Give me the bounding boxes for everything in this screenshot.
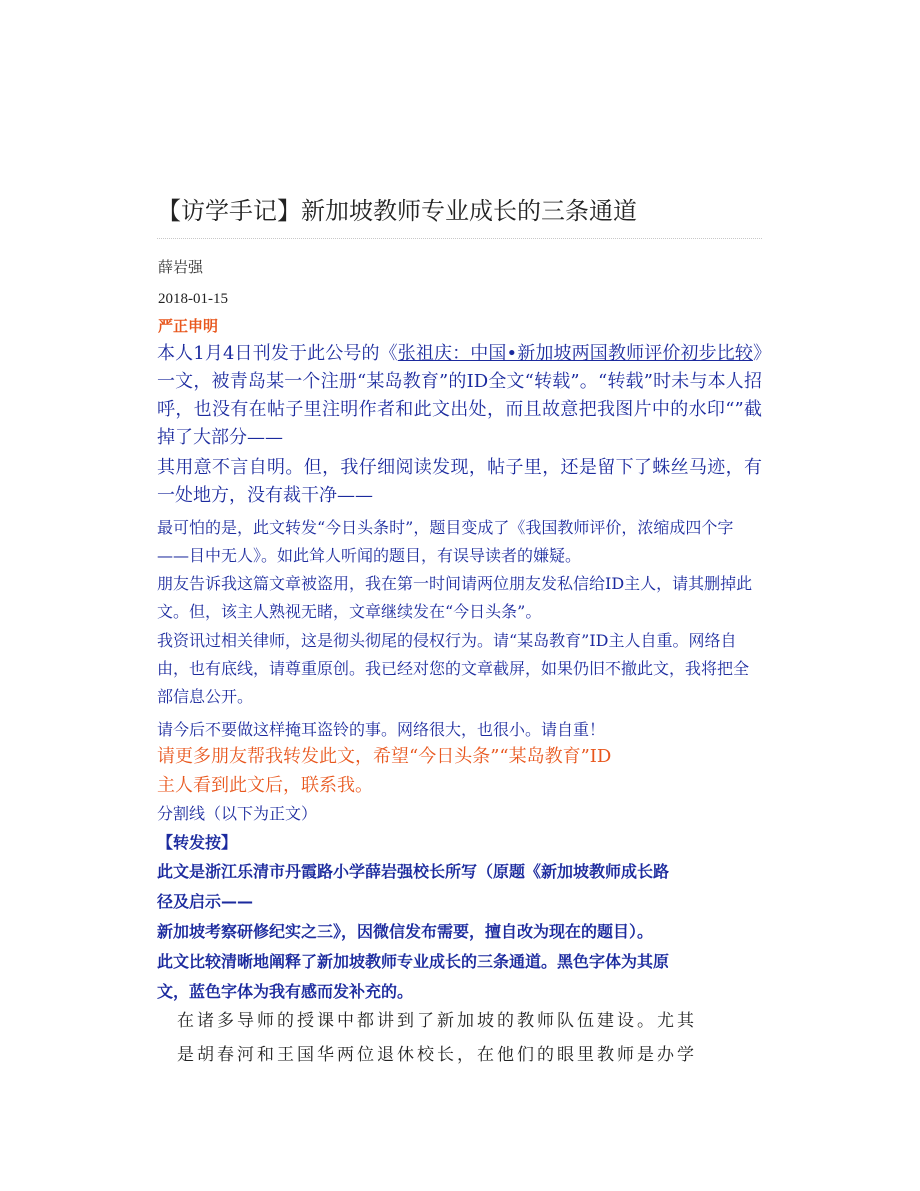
body-line-2: 是胡春河和王国华两位退休校长，在他们的眼里教师是办学 bbox=[177, 1045, 697, 1065]
article-date: 2018-01-15 bbox=[158, 291, 228, 307]
notice-paragraph-5: 我资讯过相关律师，这是彻头彻尾的侵权行为。请“某岛教育”ID主人自重。网络自由，也有底线，请尊重原创。我已经对您的文章截屏，如果仍旧不撤此文，我将把全部信息公开。 bbox=[157, 631, 750, 706]
referenced-article-link[interactable]: 张祖庆：中国•新加坡两国教师评价初步比较 bbox=[397, 343, 753, 364]
notice-p7-line-1: 请更多朋友帮我转发此文，希望“今日头条”“某岛教育”ID bbox=[157, 746, 612, 767]
notice-paragraph-2: 其用意不言自明。但，我仔细阅读发现，帖子里，还是留下了蛛丝马迹，有一处地方，没有裁干净—— bbox=[157, 457, 762, 506]
notice-paragraph-7 bbox=[157, 742, 762, 800]
section-divider-text: 分割线（以下为正文） bbox=[157, 804, 318, 823]
notice-p7-line-2: 主人看到此文后，联系我。 bbox=[157, 775, 373, 796]
notice-paragraph-6: 请今后不要做这样掩耳盗铃的事。网络很大，也很小。请自重！ bbox=[157, 720, 606, 739]
forward-note-line-3: 新加坡考察研修纪实之三》，因微信发布需要，擅自改为现在的题目）。 bbox=[157, 922, 654, 941]
forward-note bbox=[157, 857, 762, 1007]
notice-heading: 严正申明 bbox=[158, 317, 219, 335]
forward-note-line-2: 径及启示—— bbox=[157, 892, 254, 911]
notice-paragraph-1 bbox=[157, 340, 762, 452]
title-divider bbox=[157, 238, 762, 239]
forward-note-line-1: 此文是浙江乐清市丹霞路小学薛岩强校长所写（原题《新加坡教师成长路 bbox=[157, 862, 670, 881]
notice-p1-suffix: 》一文，被青岛某一个注册“某岛教育”的ID全文“转载”。“转载”时未与本人招呼，也没有在帖子里注明作者和此文出处，而且故意把我图片中的水印“”截掉了大部分—— bbox=[157, 343, 762, 448]
article-title: 【访学手记】新加坡教师专业成长的三条通道 bbox=[157, 197, 637, 225]
article-author: 薛岩强 bbox=[158, 258, 204, 276]
forward-note-line-4: 此文比较清晰地阐释了新加坡教师专业成长的三条通道。黑色字体为其原 bbox=[157, 952, 670, 971]
body-paragraph bbox=[177, 1004, 757, 1072]
forward-note-heading: 【转发按】 bbox=[157, 833, 238, 852]
body-line-1: 在诸多导师的授课中都讲到了新加坡的教师队伍建设。尤其 bbox=[177, 1011, 697, 1031]
notice-paragraph-3: 最可怕的是，此文转发“今日头条时”，题目变成了《我国教师评价，浓缩成四个字——目中无人》。如此耸人听闻的题目，有误导读者的嫌疑。 bbox=[157, 518, 734, 565]
forward-note-line-5: 文，蓝色字体为我有感而发补充的。 bbox=[157, 982, 414, 1001]
notice-paragraph-4: 朋友告诉我这篇文章被盗用，我在第一时间请两位朋友发私信给ID主人，请其删掉此文。但，该主人熟视无睹，文章继续发在“今日头条”。 bbox=[157, 574, 753, 621]
notice-p1-prefix: 本人1月4日刊发于此公号的《 bbox=[157, 343, 398, 364]
